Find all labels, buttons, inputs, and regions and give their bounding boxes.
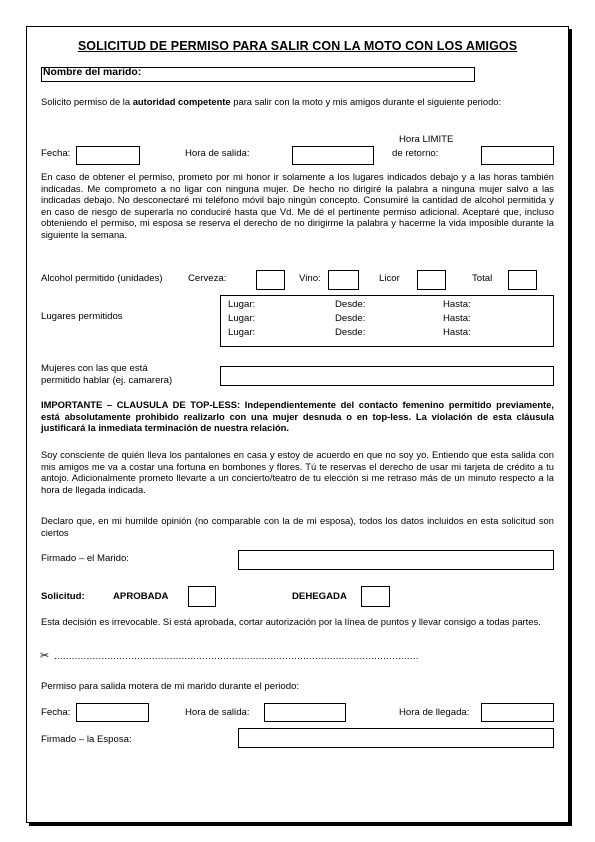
total-field[interactable]	[508, 270, 537, 290]
places-label: Lugares permitidos	[41, 311, 123, 322]
stub-hora-salida-field[interactable]	[264, 703, 346, 722]
denied-label: DEHEGADA	[292, 591, 347, 602]
licor-field[interactable]	[417, 270, 446, 290]
women-field[interactable]	[220, 366, 554, 386]
intro-text: Solicito permiso de la autoridad competente para salir con la moto y mis amigos durante el siguiente periodo:	[41, 96, 502, 107]
stub-hora-llegada-field[interactable]	[481, 703, 554, 722]
hora-limite-label-line2: de retorno:	[392, 148, 439, 159]
form-title: SOLICITUD DE PERMISO PARA SALIR CON LA MOTO CON LOS AMIGOS	[77, 39, 518, 53]
promise-paragraph: En caso de obtener el permiso, prometo por mi honor ir solamente a los lugares indicados debajo y a las horas también indicadas. Me comprometo a no ligar con ninguna mujer. De hecho no dirigiré la palabra a ninguna mujer salvo a las indicadas debajo. No desconectaré mi teléfono móvil bajo ningún concepto. Consumiré la cantidad de alcohol permitida y en caso de riesgo de superarla no conduciré hasta que Vd. Me dé el pertinente permiso adicional. Aceptaré que, incluso obteniendo el permiso, mi esposa se reserva el derecho de no dirigirme la palabra y hacerme la vida imposible durante la siguiente la semana.	[41, 171, 554, 240]
place-desde-2: Desde:	[335, 313, 366, 324]
stub-hora-llegada-label: Hora de llegada:	[399, 707, 470, 718]
husband-name-label: Nombre del marido:	[43, 67, 142, 78]
stub-fecha-field[interactable]	[76, 703, 149, 722]
places-box[interactable]	[220, 295, 554, 347]
fecha-label: Fecha:	[41, 148, 71, 159]
place-hasta-2: Hasta:	[443, 313, 471, 324]
form-page	[26, 26, 569, 823]
approved-checkbox[interactable]	[188, 586, 216, 607]
total-label: Total	[472, 273, 493, 284]
declaration-text: Declaro que, en mi humilde opinión (no comparable con la de mi esposa), todos los datos incluidos en esta solicitud son ciertos	[41, 515, 554, 538]
cerveza-label: Cerveza:	[188, 273, 227, 284]
stub-intro: Permiso para salida motera de mi marido durante el periodo:	[41, 681, 300, 692]
alcohol-label: Alcohol permitido (unidades)	[41, 273, 163, 284]
place-lugar-1: Lugar:	[228, 299, 256, 310]
licor-label: Licor	[379, 273, 400, 284]
signed-husband-label: Firmado – el Marido:	[41, 553, 129, 564]
conscious-paragraph: Soy consciente de quién lleva los pantalones en casa y estoy de acuerdo en que no soy yo. Entiendo que esta salida con mis amigos me va a costar una fortuna en bombones y flores. Tú te reservas el derecho de usar mi tarjeta de crédito a tu antojo. Adicionalmente prometo llevarte a un concierto/teatro de tu elección si me retraso más de un minuto respecto a la hora de llegada indicada.	[41, 449, 554, 495]
women-label-line1: Mujeres con las que está	[41, 363, 148, 374]
place-hasta-3: Hasta:	[443, 327, 471, 338]
place-hasta-1: Hasta:	[443, 299, 471, 310]
signed-husband-field[interactable]	[238, 550, 554, 570]
irrevocable-text: Esta decisión es irrevocable. Si está aprobada, cortar autorización por la línea de puntos y llevar consigo a todas partes.	[41, 616, 541, 627]
hora-limite-field[interactable]	[481, 146, 554, 165]
approved-label: APROBADA	[113, 591, 169, 602]
denied-checkbox[interactable]	[361, 586, 390, 607]
women-label-line2: permitido hablar (ej. camarera)	[41, 375, 173, 386]
signed-wife-label: Firmado – la Esposa:	[41, 734, 132, 745]
hora-salida-label: Hora de salida:	[185, 148, 250, 159]
topless-clause: IMPORTANTE – CLAUSULA DE TOP-LESS: Independientemente del contacto femenino permitido previamente, está absolutamente prohibido realizarlo con una mujer desnuda o en top-less. La violación de esta cláusula justificará la inmediata terminación de nuestra relación.	[41, 399, 554, 434]
decision-label: Solicitud:	[41, 591, 85, 602]
vino-label: Vino:	[299, 273, 321, 284]
cerveza-field[interactable]	[256, 270, 285, 290]
place-desde-3: Desde:	[335, 327, 366, 338]
hora-salida-field[interactable]	[292, 146, 374, 165]
place-lugar-3: Lugar:	[228, 327, 256, 338]
stub-fecha-label: Fecha:	[41, 707, 71, 718]
hora-limite-label-line1: Hora LIMITE	[399, 134, 454, 145]
scissors-icon: ✂	[40, 649, 50, 662]
place-desde-1: Desde:	[335, 299, 366, 310]
vino-field[interactable]	[328, 270, 359, 290]
fecha-field[interactable]	[76, 146, 140, 165]
signed-wife-field[interactable]	[238, 728, 554, 748]
place-lugar-2: Lugar:	[228, 313, 256, 324]
stub-hora-salida-label: Hora de salida:	[185, 707, 250, 718]
cut-line: ...........................................................................................................................	[54, 651, 419, 662]
